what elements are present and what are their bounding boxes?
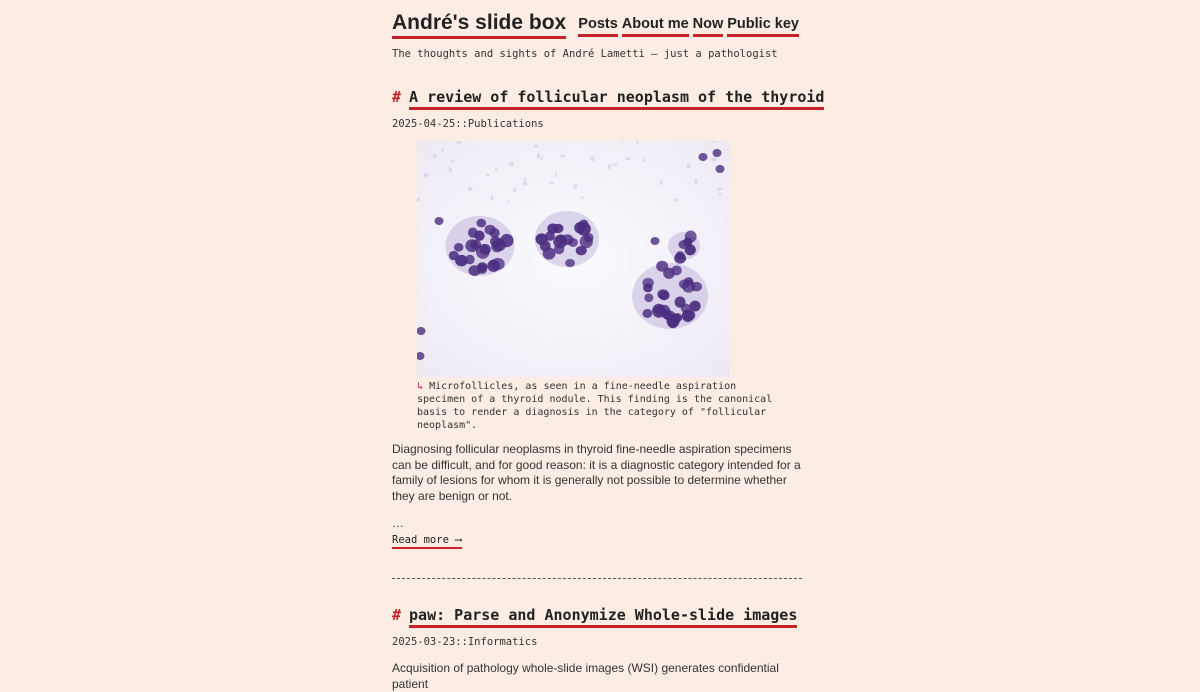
caption-arrow-icon: ↳ [417,381,424,392]
post-title-heading [392,606,797,624]
post-meta: 2025-03-23::Informatics [392,636,538,648]
page-container [392,0,825,691]
post-excerpt: Diagnosing follicular neoplasms in thyroid fine-needle aspiration specimens can be difficult, and for good reason: it is a diagnostic category intended for a family of lesions for whom it is generally not possible to determine whether they are benign or not. [392,442,801,504]
nav-public-key[interactable]: Public key [727,16,799,37]
figure-caption [417,380,777,432]
post-title-heading [392,88,824,106]
post-meta: 2025-04-25::Publications [392,118,544,130]
read-more-link[interactable]: Read more ⟶ [392,534,462,549]
site-header [392,0,804,44]
nav-posts[interactable]: Posts [578,16,618,37]
post-figure-image [417,141,730,377]
excerpt-ellipsis: … [392,516,404,530]
post-title-link[interactable]: paw: Parse and Anonymize Whole-slide images [409,606,797,628]
nav-now[interactable]: Now [693,16,724,37]
nav-about-me[interactable]: About me [622,16,689,37]
post-excerpt: Acquisition of pathology whole-slide images (WSI) generates confidential patient [392,661,779,691]
main-nav [578,16,799,37]
post-title-link[interactable]: A review of follicular neoplasm of the thyroid [409,88,824,110]
heading-hash-mark: # [392,606,402,624]
site-tagline: The thoughts and sights of André Lametti — just a pathologist [392,48,778,60]
site-title-link[interactable]: André's slide box [392,11,566,39]
post-divider [392,578,802,579]
heading-hash-mark: # [392,88,402,106]
caption-text: Microfollicles, as seen in a fine-needle aspiration specimen of a thyroid nodule. This finding is the canonical basis to render a diagnosis in the category of "follicular neoplasm". [417,381,773,431]
